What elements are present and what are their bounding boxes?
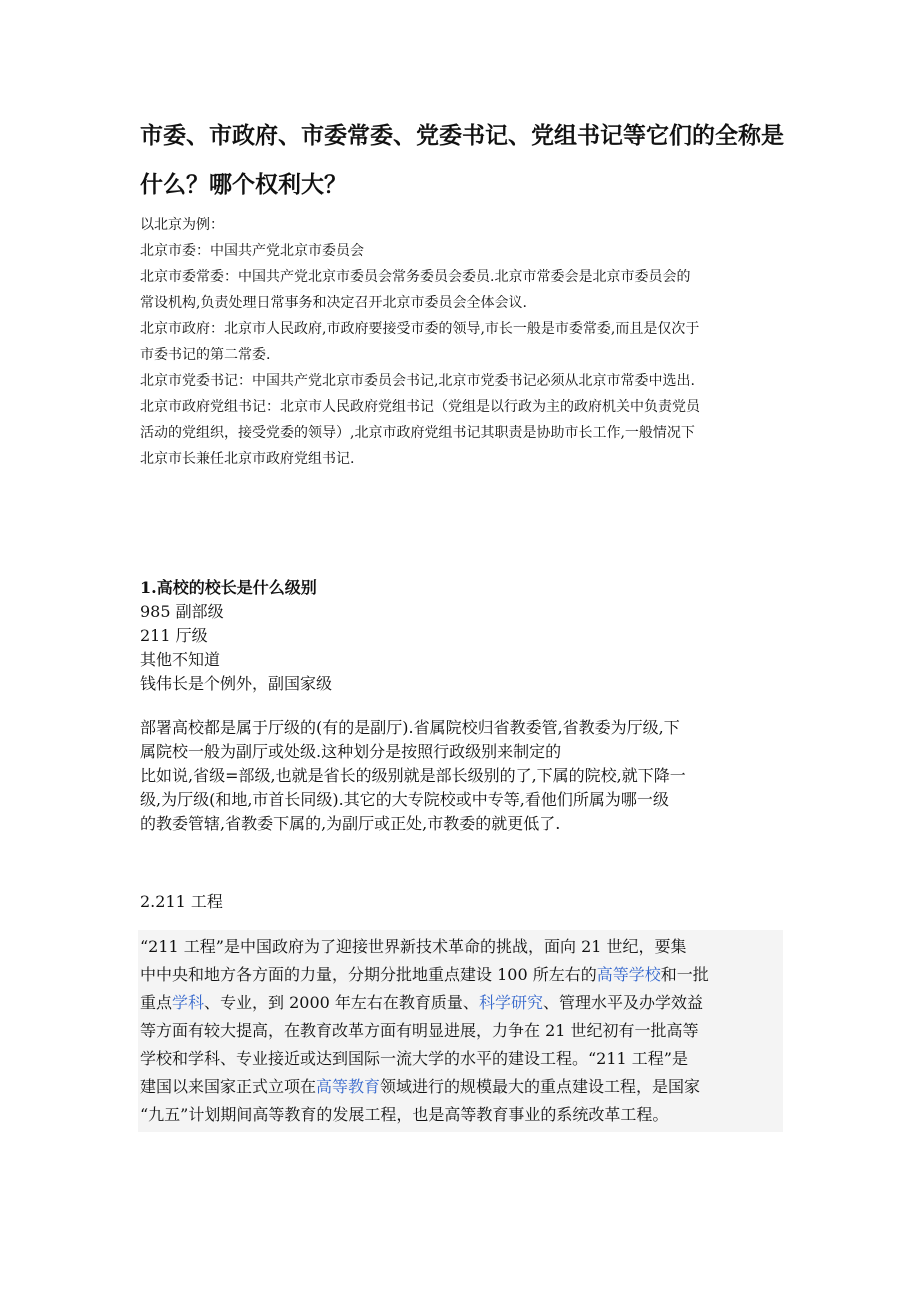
section-2-heading: 2.211 工程: [140, 892, 223, 911]
section-1-line: 其他不知道: [140, 650, 221, 669]
link-higher-education[interactable]: 高等教育: [316, 1077, 381, 1096]
section-1-para-line: 属院校一般为副厅或处级.这种划分是按照行政级别来制定的: [140, 742, 562, 761]
section-1-para-line: 的教委管辖,省教委下属的,为副厅或正处,市教委的就更低了.: [140, 814, 561, 833]
quote-line: [140, 961, 781, 989]
section-1-line: 钱伟长是个例外，副国家级: [140, 674, 333, 693]
quote-line: 学校和学科、专业接近或达到国际一流大学的水平的建设工程。“211 工程”是: [140, 1049, 688, 1068]
intro-line: 北京市党委书记：中国共产党北京市委员会书记,北京市党委书记必须从北京市常委中选出.: [140, 373, 695, 389]
quote-text: 中中央和地方各方面的力量，分期分批地重点建设 100 所左右的: [140, 965, 597, 984]
intro-line: 市委书记的第二常委.: [140, 347, 271, 363]
section-1: [140, 576, 780, 836]
quote-line: “九五”计划期间高等教育的发展工程，也是高等教育事业的系统改革工程。: [140, 1105, 669, 1124]
section-2-quote-block: [138, 930, 783, 1132]
intro-line: 活动的党组织，接受党委的领导）,北京市政府党组书记其职责是协助市长工作,一般情况下: [140, 425, 695, 441]
section-1-para-line: 级,为厅级(和地,市首长同级).其它的大专院校或中专等,看他们所属为哪一级: [140, 790, 669, 809]
intro-line: 北京市委：中国共产党北京市委员会: [140, 243, 364, 259]
section-1-para-line: 比如说,省级=部级,也就是省长的级别就是部长级别的了,下属的院校,就下降一: [140, 766, 686, 785]
section-1-line: 211 厅级: [140, 626, 208, 645]
title-line-2: 什么？哪个权利大？: [140, 172, 347, 198]
link-scientific-research[interactable]: 科学研究: [478, 993, 543, 1012]
quote-text: 、管理水平及办学效益: [542, 993, 703, 1012]
quote-text: 和一批: [660, 965, 709, 984]
intro-line: 以北京为例：: [140, 217, 224, 233]
quote-line: “211 工程”是中国政府为了迎接世界新技术革命的挑战，面向 21 世纪，要集: [140, 937, 687, 956]
link-discipline[interactable]: 学科: [172, 993, 205, 1012]
intro-line: 北京市政府：北京市人民政府,市政府要接受市委的领导,市长一般是市委常委,而且是仅次于: [140, 321, 700, 337]
intro-line: 北京市长兼任北京市政府党组书记.: [140, 451, 355, 467]
intro-line: 常设机构,负责处理日常事务和决定召开北京市委员会全体会议.: [140, 295, 527, 311]
quote-text: 、专业，到 2000 年左右在教育质量、: [204, 993, 479, 1012]
intro-line: 北京市政府党组书记：北京市人民政府党组书记（党组是以行政为主的政府机关中负责党员: [140, 399, 700, 415]
quote-line: 等方面有较大提高，在教育改革方面有明显进展，力争在 21 世纪初有一批高等: [140, 1021, 699, 1040]
quote-line: [140, 1073, 781, 1101]
page-title: [140, 112, 800, 210]
quote-line: [140, 989, 781, 1017]
intro-line: 北京市委常委：中国共产党北京市委员会常务委员会委员.北京市常委会是北京市委员会的: [140, 269, 691, 285]
section-1-line: 985 副部级: [140, 602, 224, 621]
title-line-1: 市委、市政府、市委常委、党委书记、党组书记等它们的全称是: [140, 123, 784, 149]
quote-text: 重点: [140, 993, 173, 1012]
section-1-heading: 1.高校的校长是什么级别: [140, 578, 317, 597]
section-1-paragraph: [140, 716, 780, 836]
link-higher-schools[interactable]: 高等学校: [596, 965, 661, 984]
quote-text: 领域进行的规模最大的重点建设工程，是国家: [380, 1077, 701, 1096]
quote-text: 建国以来国家正式立项在: [140, 1077, 317, 1096]
section-1-para-line: 部署高校都是属于厅级的(有的是副厅).省属院校归省教委管,省教委为厅级,下: [140, 718, 680, 737]
intro-block: [140, 212, 800, 472]
